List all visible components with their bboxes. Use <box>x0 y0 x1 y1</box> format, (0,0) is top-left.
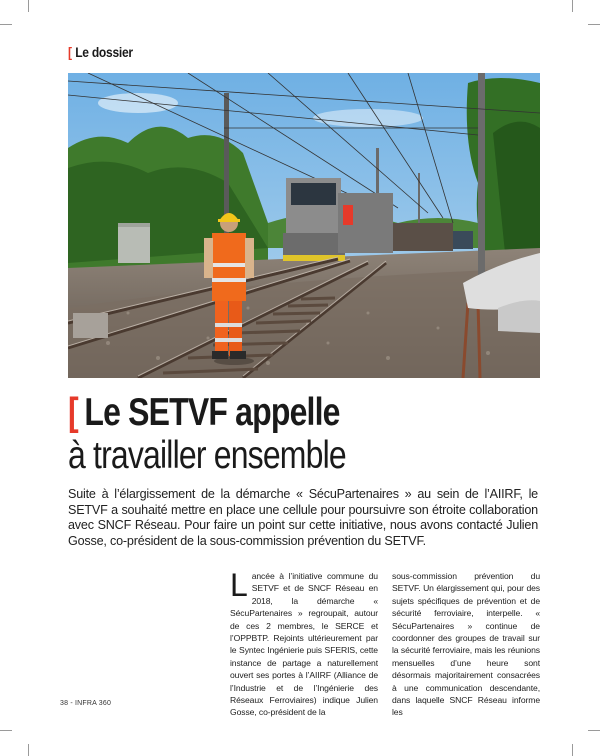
title-line-1-text: Le SETVF appelle <box>84 391 340 434</box>
body-column-1-text: ancée à l’initiative commune du SETVF et de SNCF Réseau en 2018, la démarche « SécuPartenaires » regroupait, autour de ces 2 membres, le SERCE et l’OPPBTP. Rejoints ultérieurement par le Syntec Ingénierie puis SFERIS, cette instance de partage a naturellement ouvert ses portes à l’AIIRF (Alliance de l’Industrie et de l’Ingénierie des Réseaux Ferroviaires) indique Julien Gosse, co-président de la <box>230 571 378 718</box>
title-line-1 <box>68 393 462 432</box>
section-bracket: [ <box>68 44 72 60</box>
crop-mark <box>572 0 573 12</box>
crop-mark <box>588 24 600 25</box>
crop-mark <box>588 730 600 731</box>
crop-mark <box>28 0 29 12</box>
crop-mark <box>28 744 29 756</box>
article-title <box>68 393 548 475</box>
crop-mark <box>0 730 12 731</box>
crop-mark <box>0 24 12 25</box>
section-label <box>68 44 133 60</box>
railway-worker-photo <box>68 73 540 378</box>
body-column-1 <box>230 570 378 740</box>
title-bracket: [ <box>68 391 78 434</box>
title-line-2: à travailler ensemble <box>68 434 346 477</box>
drop-cap: L <box>230 570 248 603</box>
article-body <box>230 570 540 740</box>
article-lede: Suite à l’élargissement de la démarche « SécuPartenaires » au sein de l’AIIRF, le SETVF a souhaité mettre en place une cellule pour poursuivre son étroite collaboration avec SNCF Réseau. Pour faire un point sur cette initiative, nous avons contacté Julien Gosse, co-président de la sous-commission prévention du SETVF. <box>68 487 538 548</box>
section-title: Le dossier <box>75 44 133 60</box>
crop-mark <box>572 744 573 756</box>
body-column-2: sous-commission prévention du SETVF. Un élargissement qui, pour des sujets spécifiques de prévention et de sécurité ferroviaire, interpelle. « SécuPartenaires » continue de coordonner des groupes de travail sur la sécurité ferroviaire, mais les réunions mensuelles d’une heure sont désormais majoritairement consacrées à une communication descendante, dans laquelle SNCF Réseau informe les <box>392 571 540 718</box>
page-folio: 38 - INFRA 360 <box>60 700 112 707</box>
